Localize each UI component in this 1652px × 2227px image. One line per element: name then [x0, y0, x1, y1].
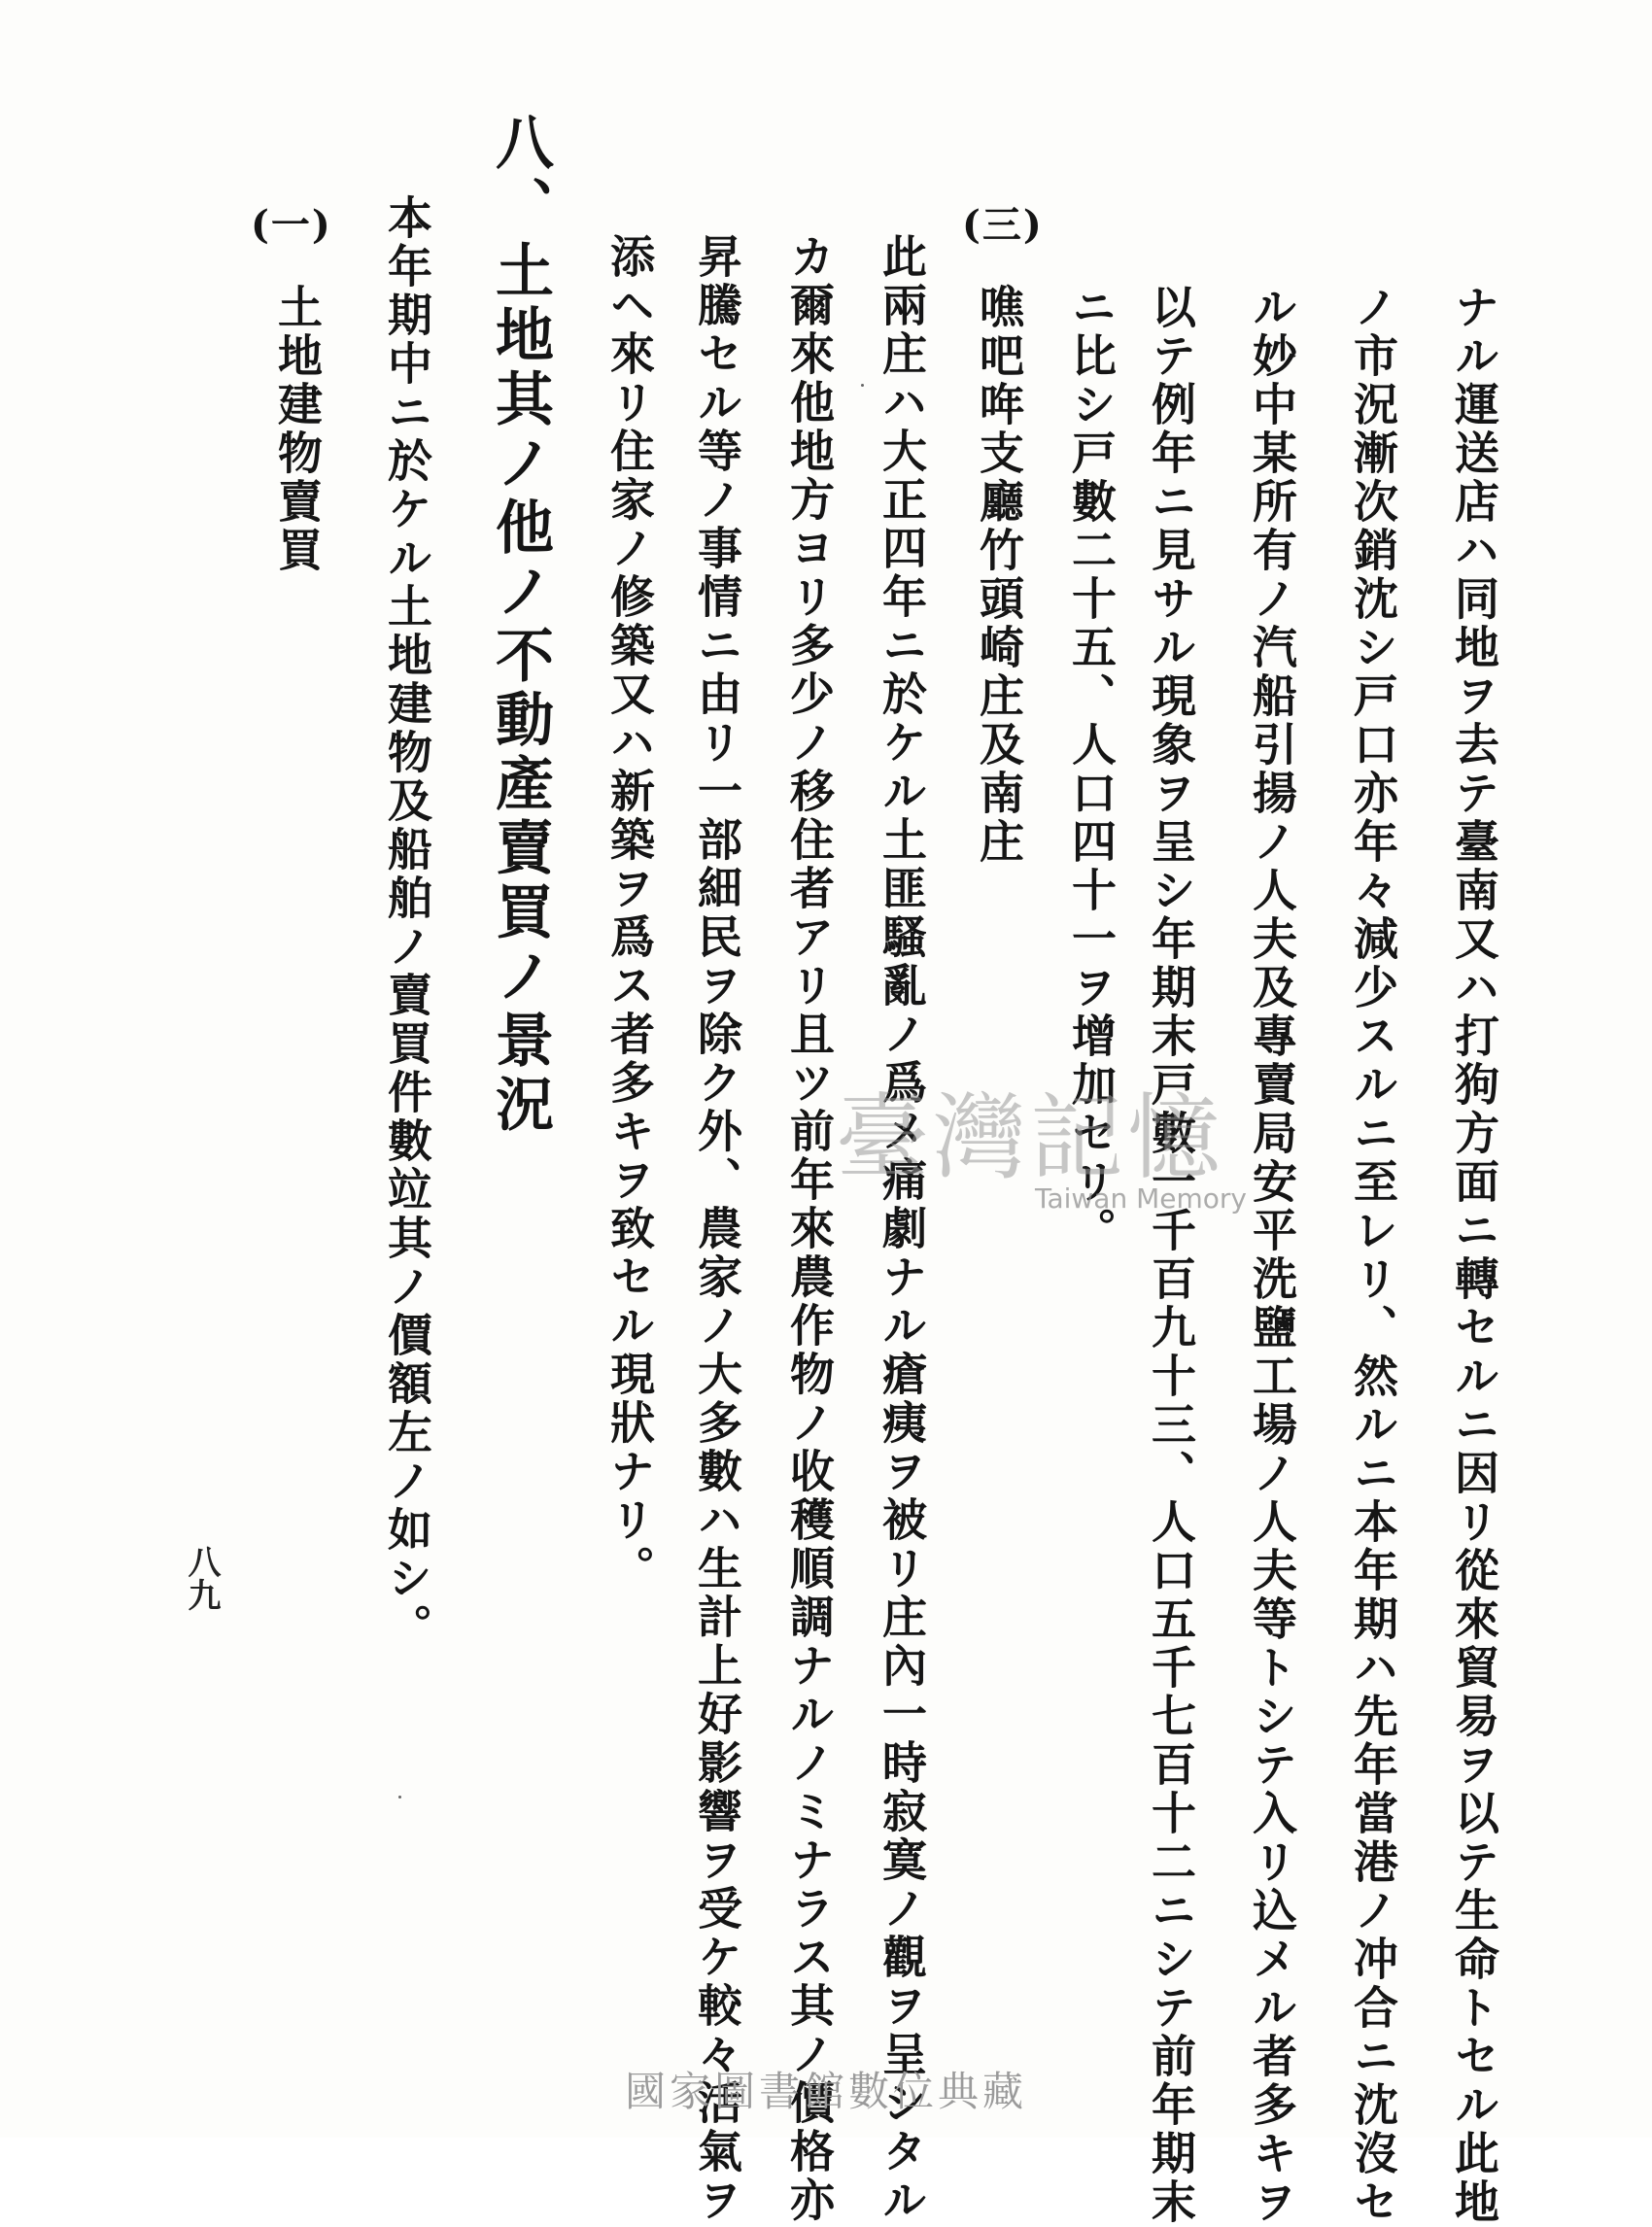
text-column-4: 以テ例年ニ見サル現象ヲ呈シ年期末戸數一千百九十三、人口五千七百十二ニシテ前年期末	[1145, 284, 1197, 2227]
text-column-5: ニ比シ戸數二十五、人口四十一ヲ增加セリ。	[1065, 284, 1118, 1255]
page-number: 八九	[182, 1545, 221, 1611]
section-8-heading: 八、土地其ノ他ノ不動產賣買ノ景況	[486, 112, 554, 1138]
section-3-title: 噍吧哖支廳竹頭崎庄及南庄	[973, 284, 1025, 867]
text-column-7: カ爾來他地方ヨリ多少ノ移住者アリ且ツ前年來農作物ノ收穫順調ナルノミナラス其ノ價格亦	[783, 233, 836, 2225]
scan-speck	[861, 384, 864, 387]
watermark	[836, 1064, 1283, 1215]
watermark-english: Taiwan Memory	[1035, 1182, 1247, 1215]
section-3-marker: (三)	[962, 202, 1044, 248]
text-column-2: ノ市況漸次銷沈シ戸口亦年々減少スルニ至レリ、然ルニ本年期ハ先年當港ノ冲合ニ沈沒セ	[1347, 284, 1399, 2227]
text-column-3: ル妙中某所有ノ汽船引揚ノ人夫及專賣局安平洗鹽工場ノ人夫等トシテ入リ込メル者多キヲ	[1246, 284, 1298, 2227]
text-column-8: 昇騰セル等ノ事情ニ由リ一部細民ヲ除ク外、農家ノ大多數ハ生計上好影響ヲ受ケ較々活氣ヲ	[691, 233, 743, 2225]
section-8-1-title: 土地建物賣買	[271, 284, 324, 575]
scan-speck	[398, 1796, 401, 1799]
section-8-1-marker: (一)	[251, 202, 332, 248]
watermark-chinese: 臺灣記憶	[836, 1083, 1224, 1192]
text-column-10: 本年期中ニ於ケル土地建物及船舶ノ賣買件數竝其ノ價額左ノ如シ。	[381, 194, 433, 1652]
text-column-1: ナル運送店ハ同地ヲ去テ臺南又ハ打狗方面ニ轉セルニ因リ從來貿易ヲ以テ生命トセル此地	[1448, 284, 1500, 2227]
footer-collection-label: 國家圖書館數位典藏	[624, 2068, 1027, 2115]
text-column-9: 添ヘ來リ住家ノ修築又ハ新築ヲ爲ス者多キヲ致セル現狀ナリ。	[603, 233, 656, 1593]
text-column-6: 此兩庄ハ大正四年ニ於ケル土匪騷亂ノ爲メ痛劇ナル瘡痍ヲ被リ庄內一時寂寞ノ觀ヲ呈シタル	[876, 233, 928, 2225]
